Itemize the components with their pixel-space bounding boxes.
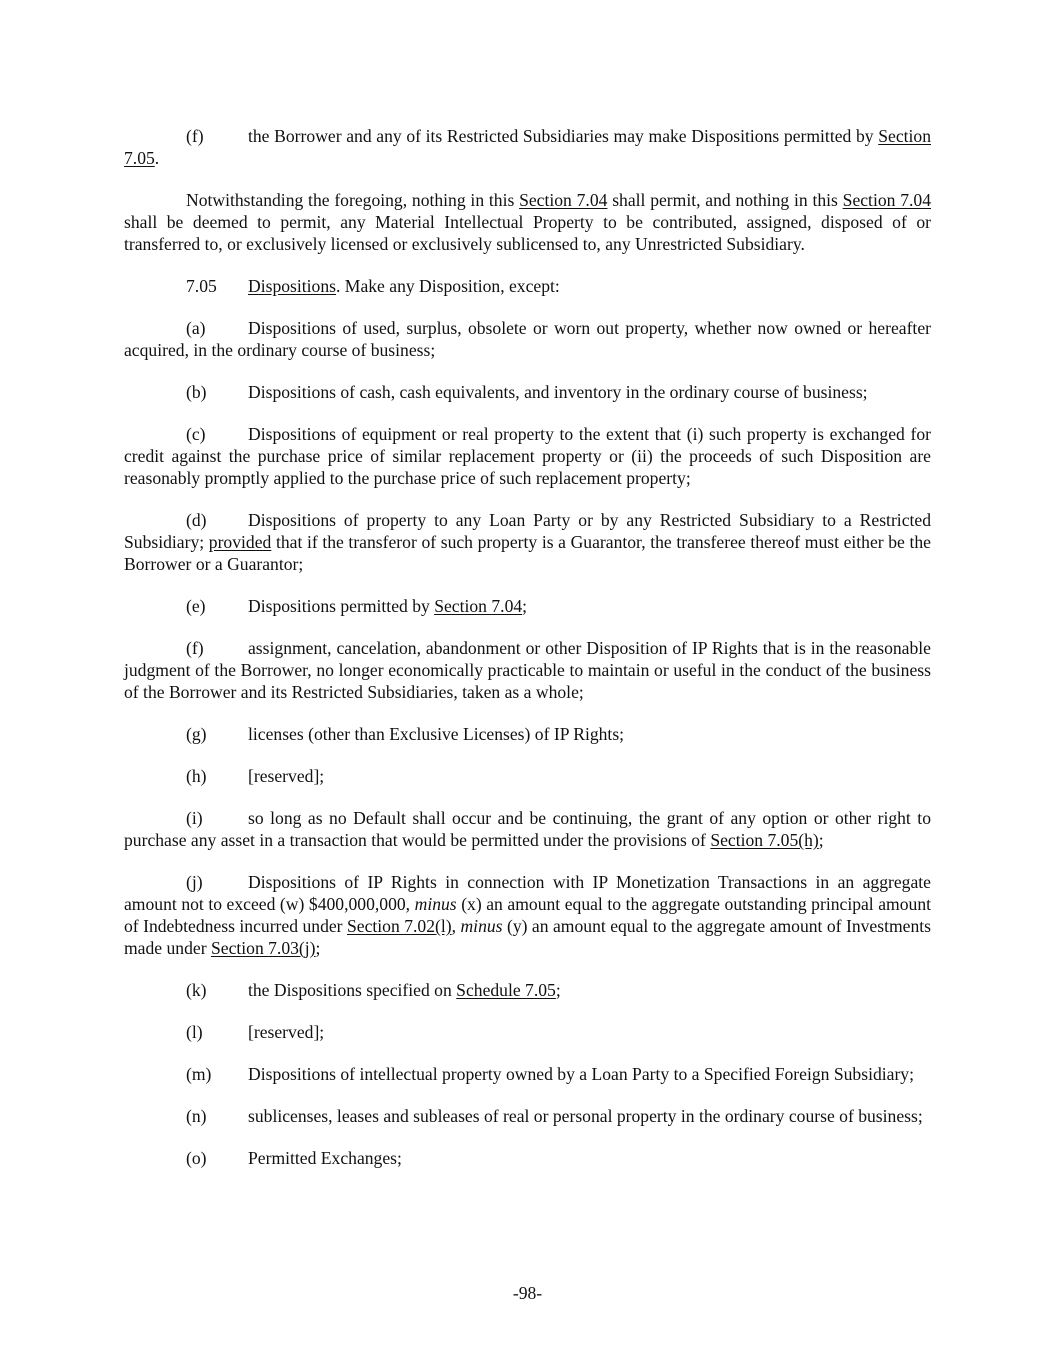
cross-reference: Section 7.04 bbox=[842, 190, 931, 210]
paragraph-text: the Dispositions specified on bbox=[248, 980, 457, 1000]
cross-reference: Section 7.04 bbox=[519, 190, 608, 210]
paragraph bbox=[124, 1021, 931, 1043]
paragraph-text: (x) an amount equal to the aggregate outstanding principal amount of Indebtedness incurred under bbox=[124, 894, 932, 936]
paragraph-text: so long as no Default shall occur and be continuing, the grant of any option or other right to purchase any asset in a transaction that would be permitted under the provisions of bbox=[124, 808, 931, 850]
paragraph-text: ; bbox=[818, 830, 824, 850]
paragraph bbox=[124, 423, 931, 489]
paragraph-text: . bbox=[154, 148, 160, 168]
paragraph bbox=[124, 1105, 931, 1127]
paragraph-label: (c) bbox=[186, 424, 206, 444]
document-body bbox=[124, 125, 931, 1189]
paragraph-text: Dispositions of cash, cash equivalents, and inventory in the ordinary course of business; bbox=[248, 382, 868, 402]
paragraph-text: Dispositions permitted by bbox=[248, 596, 435, 616]
paragraph-label: (g) bbox=[186, 724, 207, 744]
cross-reference: Section 7.05(h) bbox=[710, 830, 819, 850]
paragraph-text: Permitted Exchanges; bbox=[248, 1148, 402, 1168]
paragraph-text: , bbox=[451, 916, 461, 936]
paragraph bbox=[124, 807, 931, 851]
paragraph-label: (a) bbox=[186, 318, 206, 338]
paragraph-text: licenses (other than Exclusive Licenses) of IP Rights; bbox=[248, 724, 625, 744]
paragraph-text: Notwithstanding the foregoing, nothing in this bbox=[186, 190, 520, 210]
paragraph-text: shall be deemed to permit, any Material Intellectual Property to be contributed, assigned, disposed of or transferred to, or exclusively licensed or exclusively sublicensed to, any Unrestricted Subsidiary. bbox=[124, 212, 931, 254]
paragraph-text: [reserved]; bbox=[248, 1022, 325, 1042]
paragraph-text: sublicenses, leases and subleases of real or personal property in the ordinary course of business; bbox=[248, 1106, 923, 1126]
page-number: -98- bbox=[512, 1283, 543, 1303]
paragraph-text: Dispositions of intellectual property owned by a Loan Party to a Specified Foreign Subsidiary; bbox=[248, 1064, 914, 1084]
paragraph-text: shall permit, and nothing in this bbox=[607, 190, 843, 210]
paragraph-label: (k) bbox=[186, 980, 207, 1000]
paragraph-text: Dispositions of used, surplus, obsolete or worn out property, whether now owned or hereafter acquired, in the ordinary course of business; bbox=[124, 318, 931, 360]
paragraph bbox=[124, 765, 931, 787]
paragraph-text: [reserved]; bbox=[248, 766, 325, 786]
paragraph bbox=[124, 317, 931, 361]
paragraph-label: 7.05 bbox=[186, 276, 217, 296]
paragraph bbox=[124, 979, 931, 1001]
paragraph-label: (n) bbox=[186, 1106, 207, 1126]
paragraph-label: (f) bbox=[186, 126, 204, 146]
paragraph bbox=[124, 125, 931, 169]
cross-reference: Section 7.04 bbox=[434, 596, 523, 616]
cross-reference: Section 7.03(j) bbox=[210, 938, 316, 958]
paragraph bbox=[124, 637, 931, 703]
paragraph-text: the Borrower and any of its Restricted Subsidiaries may make Dispositions permitted by bbox=[248, 126, 879, 146]
paragraph bbox=[124, 595, 931, 617]
paragraph bbox=[124, 189, 931, 255]
paragraph-text: ; bbox=[315, 938, 321, 958]
paragraph-text: assignment, cancelation, abandonment or other Disposition of IP Rights that is in the reasonable judgment of the Borrower, no longer economically practicable to maintain or useful in the conduct of the business of the Borrower and its Restricted Subsidiaries, taken as a whole; bbox=[124, 638, 931, 702]
paragraph-label: (b) bbox=[186, 382, 207, 402]
paragraph bbox=[124, 1147, 931, 1169]
paragraph-text: Dispositions of property to any Loan Party or by any Restricted Subsidiary to a Restricted Subsidiary; bbox=[124, 510, 931, 552]
paragraph-label: (f) bbox=[186, 638, 204, 658]
paragraph bbox=[124, 275, 931, 297]
paragraph-label: (d) bbox=[186, 510, 207, 530]
emphasis-text: minus bbox=[460, 916, 503, 936]
paragraph-text: that if the transferor of such property is a Guarantor, the transferee thereof must either be the Borrower or a Guarantor; bbox=[124, 532, 931, 574]
cross-reference: Schedule 7.05 bbox=[456, 980, 556, 1000]
paragraph-text: Dispositions of IP Rights in connection with IP Monetization Transactions in an aggregate amount not to exceed (w) $400,000,000, bbox=[124, 872, 931, 914]
emphasis-text: minus bbox=[414, 894, 457, 914]
paragraph-text: ; bbox=[522, 596, 528, 616]
paragraph-label: (e) bbox=[186, 596, 206, 616]
cross-reference: Dispositions bbox=[248, 276, 336, 296]
paragraph-label: (i) bbox=[186, 808, 203, 828]
paragraph-label: (o) bbox=[186, 1148, 207, 1168]
paragraph-label: (m) bbox=[186, 1064, 212, 1084]
paragraph-text: . Make any Disposition, except: bbox=[336, 276, 560, 296]
cross-reference: provided bbox=[208, 532, 272, 552]
paragraph bbox=[124, 871, 931, 959]
paragraph-label: (l) bbox=[186, 1022, 203, 1042]
cross-reference: Section 7.02(l) bbox=[346, 916, 452, 936]
paragraph-text: (y) an amount equal to the aggregate amount of Investments made under bbox=[124, 916, 932, 958]
paragraph bbox=[124, 1063, 931, 1085]
paragraph bbox=[124, 509, 931, 575]
paragraph bbox=[124, 723, 931, 745]
cross-reference: Section 7.05 bbox=[124, 126, 931, 168]
paragraph-text: Dispositions of equipment or real property to the extent that (i) such property is exchanged for credit against the purchase price of similar replacement property or (ii) the proceeds of such Disposition are reasonably promptly applied to the purchase price of such replacement property; bbox=[124, 424, 931, 488]
paragraph-label: (j) bbox=[186, 872, 203, 892]
paragraph-label: (h) bbox=[186, 766, 207, 786]
paragraph-text: ; bbox=[555, 980, 561, 1000]
paragraph bbox=[124, 381, 931, 403]
